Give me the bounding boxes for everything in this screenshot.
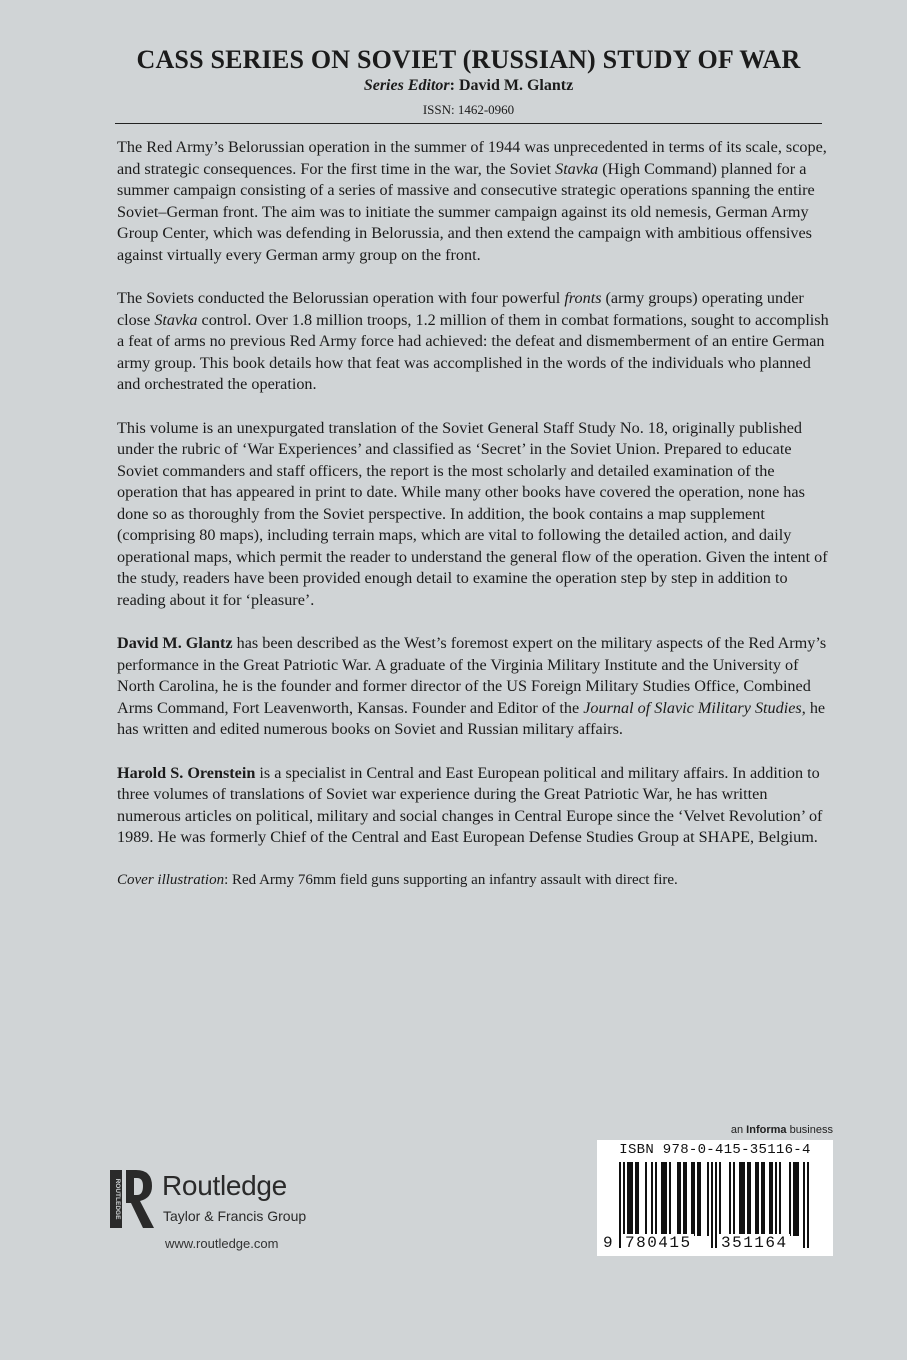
ean-right-group: 351164 xyxy=(721,1234,788,1252)
isbn-barcode xyxy=(597,1140,833,1256)
barcode-bar xyxy=(789,1162,791,1236)
barcode-bar xyxy=(661,1162,663,1236)
author-name: David M. Glantz xyxy=(117,634,233,652)
barcode-bar xyxy=(637,1162,639,1236)
barcode-bar xyxy=(655,1162,657,1236)
caption-label: Cover illustration xyxy=(117,871,225,888)
author-name: Harold S. Orenstein xyxy=(117,763,256,782)
barcode-bar xyxy=(645,1162,647,1236)
barcode-bar xyxy=(743,1162,745,1236)
publisher-name: Routledge xyxy=(162,1170,287,1201)
barcode-bar xyxy=(729,1162,731,1236)
barcode-bar xyxy=(763,1162,765,1236)
blurb-body xyxy=(117,137,832,913)
fronts-term: fronts xyxy=(564,289,602,307)
barcode-bar xyxy=(769,1162,771,1236)
series-title: CASS SERIES ON SOVIET (RUSSIAN) STUDY OF WAR xyxy=(136,45,801,74)
barcode-bar xyxy=(665,1162,667,1236)
series-issn: ISSN: 1462-0960 xyxy=(422,102,515,117)
ean-first-digit: 9 xyxy=(603,1234,613,1252)
barcode-bar xyxy=(795,1162,797,1236)
publisher-group: Taylor & Francis Group xyxy=(163,1208,307,1224)
routledge-r-icon xyxy=(110,1168,156,1230)
stavka-term: Stavka xyxy=(154,310,198,329)
journal-title: Journal of Slavic Military Studies xyxy=(583,698,802,717)
barcode-guard-bar xyxy=(807,1162,809,1248)
barcode-bar xyxy=(677,1162,679,1236)
barcode-bar xyxy=(719,1162,721,1236)
barcode-bar xyxy=(697,1162,699,1236)
barcode-bar xyxy=(749,1162,751,1236)
barcode-bar xyxy=(771,1162,773,1236)
barcode-guard-bar xyxy=(711,1162,713,1248)
barcode-bar xyxy=(635,1162,637,1236)
cover-illustration-caption: Cover illustration: Red Army 76mm field guns supporting an infantry assault with direct fire. xyxy=(117,871,678,888)
blurb-paragraph-1: The Red Army’s Belorussian operation in the summer of 1944 was unprecedented in terms of its scale, scope, and strategic consequences. For the first time in the war, the Soviet Stavka (High Command) planned for a summer campaign consisting of a series of massive and consecutive strategic operations spanning the entire Soviet–German front. The aim was to initiate the summer campaign against its old nemesis, German Army Group Center, which was defending in Belorussia, and then extend the campaign with ambitious offensives against virtually every German army group on the front. xyxy=(117,138,827,264)
barcode-bar xyxy=(733,1162,735,1236)
author-bio-glantz: David M. Glantz has been described as the West’s foremost expert on the military aspects of the Red Army’s performance in the Great Patriotic War. A graduate of the Virginia Military Institute and the University of North Carolina, he is the founder and former director of the US Foreign Military Studies Office, Combined Arms Command, Fort Leavenworth, Kansas. Founder and Editor of the Journal of Slavic Military Studies, he has written and edited numerous books on Soviet and Russian military affairs. xyxy=(117,634,827,738)
publisher-url: www.routledge.com xyxy=(165,1236,279,1251)
barcode-bar xyxy=(631,1162,633,1236)
informa-brand: Informa xyxy=(746,1124,787,1136)
series-header xyxy=(0,44,907,120)
series-editor-role: Series Editor xyxy=(363,77,450,94)
ean-left-group: 780415 xyxy=(625,1234,692,1252)
barcode-bar xyxy=(683,1162,685,1236)
barcode-bar xyxy=(707,1162,709,1236)
barcode-bar xyxy=(691,1162,693,1236)
isbn-text: ISBN 978-0-415-35116-4 xyxy=(619,1142,811,1158)
barcode-bar xyxy=(741,1162,743,1236)
author-bio-orenstein: Harold S. Orenstein is a specialist in Central and East European political and military affairs. In addition to three volumes of translations of Soviet war experience during the Great Patriotic War, he has written numerous articles on political, military and social changes in Central Europe since the ‘Velvet Revolution’ of 1989. He was formerly Chief of the Central and East European Defense Studies Group at SHAPE, Belgium. xyxy=(117,763,823,846)
barcode-bar xyxy=(699,1162,701,1236)
barcode-bar xyxy=(627,1162,629,1236)
barcode-bar xyxy=(755,1162,757,1236)
series-editor-name: David M. Glantz xyxy=(458,77,574,94)
stavka-term: Stavka xyxy=(555,159,599,178)
barcode-guard-bar xyxy=(619,1162,621,1248)
blurb-paragraph-2: The Soviets conducted the Belorussian operation with four powerful fronts (army groups) operating under close Stavka control. Over 1.8 million troops, 1.2 million of them in combat formations, sought to accomplish a feat of arms no previous Red Army force had achieved: the defeat and dismemberment of an entire German army group. This book details how that feat was accomplished in the words of the individuals who planned and orchestrated the operation. xyxy=(117,289,829,393)
barcode-bar xyxy=(679,1162,681,1236)
blurb-paragraph-3: This volume is an unexpurgated translation of the Soviet General Staff Study No. 18, originally published under the rubric of ‘War Experiences’ and classified as ‘Secret’ in the Soviet Union. Prepared to educate Soviet commanders and staff officers, the report is the most scholarly and detailed examination of the operation that has appeared in print to date. While many other books have covered the operation, none has done so as thoroughly from the Soviet perspective. In addition, the book contains a map supplement (comprising 80 maps), including terrain maps, which are vital to following the detailed action, and daily operational maps, which permit the reader to understand the general flow of the operation. Given the intent of the study, readers have been provided enough detail to examine the operation step by step in addition to reading about it for ‘pleasure’. xyxy=(117,418,828,609)
barcode-bar xyxy=(693,1162,695,1236)
barcode-bar xyxy=(747,1162,749,1236)
barcode-bar xyxy=(651,1162,653,1236)
barcode-bar xyxy=(739,1162,741,1236)
logo-vertical-text: ROUTLEDGE xyxy=(114,1178,121,1220)
barcode-bar xyxy=(757,1162,759,1236)
barcode-bar xyxy=(797,1162,799,1236)
barcode-bar xyxy=(775,1162,777,1236)
series-editor-line: Series Editor: David M. Glantz xyxy=(363,77,574,94)
barcode-bar xyxy=(629,1162,631,1236)
barcode-bar xyxy=(685,1162,687,1236)
barcode-bar xyxy=(779,1162,781,1236)
barcode-bar xyxy=(669,1162,671,1236)
header-divider xyxy=(115,123,822,124)
barcode-bar xyxy=(761,1162,763,1236)
barcode-guard-bar xyxy=(715,1162,717,1248)
informa-tagline: an Informa business xyxy=(730,1124,833,1136)
barcode-bar xyxy=(793,1162,795,1236)
barcode-bar xyxy=(663,1162,665,1236)
barcode-guard-bar xyxy=(803,1162,805,1248)
